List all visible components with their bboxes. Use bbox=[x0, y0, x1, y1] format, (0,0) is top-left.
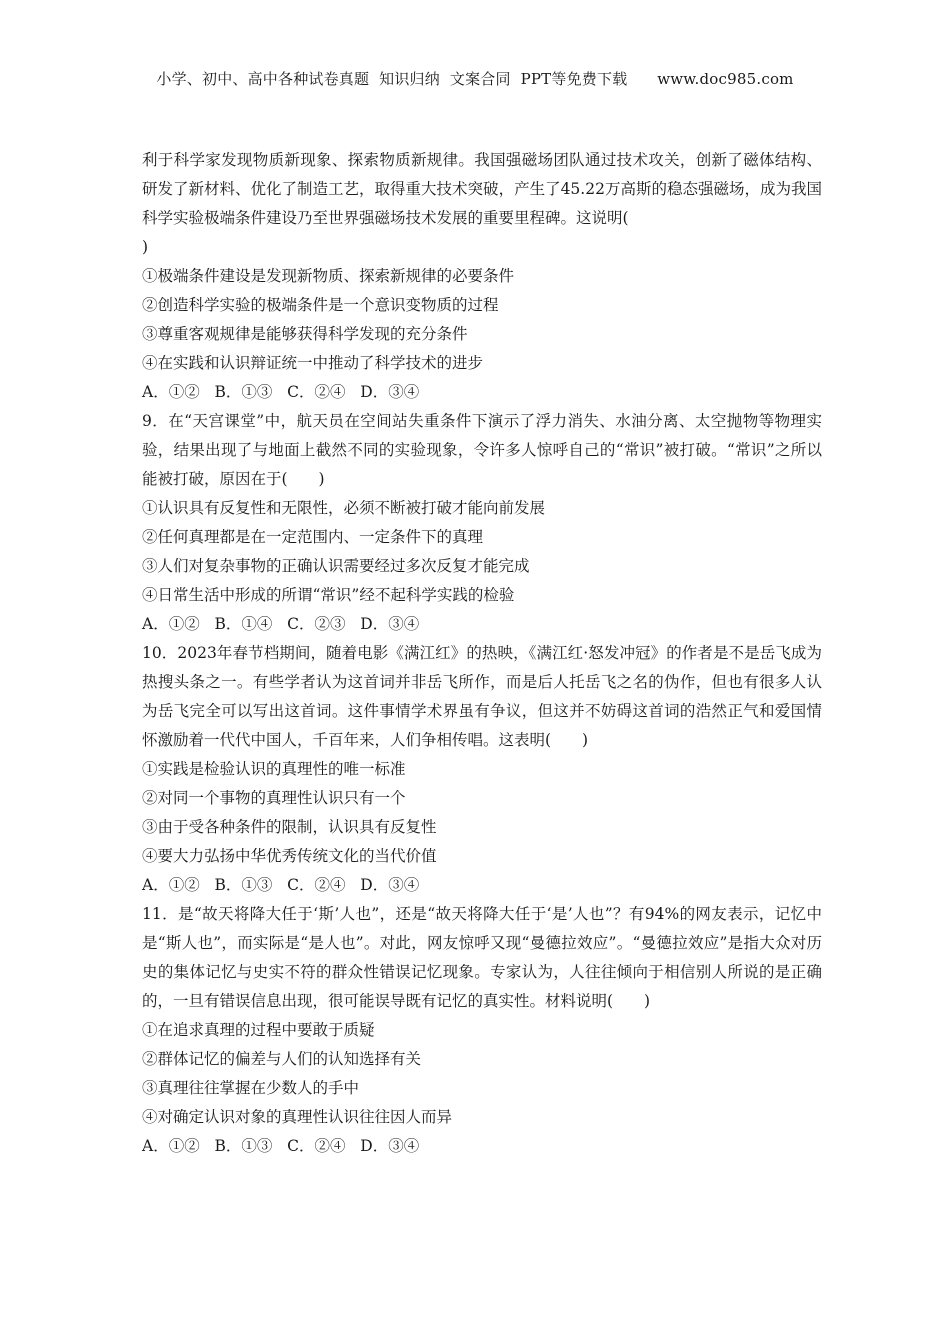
page-header-banner: 小学、初中、高中各种试卷真题 知识归纳 文案合同 PPT等免费下载 www.doc985.com bbox=[156, 70, 794, 88]
question-8-item-4: ④在实践和认识辩证统一中推动了科学技术的进步 bbox=[142, 354, 484, 372]
question-11 bbox=[142, 900, 822, 1161]
question-9-item-2: ②任何真理都是在一定范围内、一定条件下的真理 bbox=[142, 528, 484, 546]
question-8 bbox=[142, 146, 822, 407]
question-11-item-1: ①在追求真理的过程中要敢于质疑 bbox=[142, 1021, 375, 1039]
question-8-item-1: ①极端条件建设是发现新物质、探索新规律的必要条件 bbox=[142, 267, 515, 285]
question-11-options: A．①② B．①③ C．②④ D．③④ bbox=[142, 1137, 420, 1155]
question-8-item-3: ③尊重客观规律是能够获得科学发现的充分条件 bbox=[142, 325, 468, 343]
question-10-options: A．①② B．①③ C．②④ D．③④ bbox=[142, 876, 420, 894]
question-10-item-1: ①实践是检验认识的真理性的唯一标准 bbox=[142, 760, 406, 778]
exam-content bbox=[142, 146, 822, 1161]
question-9-item-1: ①认识具有反复性和无限性，必须不断被打破才能向前发展 bbox=[142, 499, 546, 517]
question-8-item-2: ②创造科学实验的极端条件是一个意识变物质的过程 bbox=[142, 296, 499, 314]
question-11-item-2: ②群体记忆的偏差与人们的认知选择有关 bbox=[142, 1050, 422, 1068]
question-10 bbox=[142, 639, 822, 900]
question-8-options: A．①② B．①③ C．②④ D．③④ bbox=[142, 383, 420, 401]
question-8-stem: 利于科学家发现物质新现象、探索物质新规律。我国强磁场团队通过技术攻关，创新了磁体结构、研发了新材料、优化了制造工艺，取得重大技术突破，产生了45.22万高斯的稳态强磁场，成为我国科学实验极端条件建设乃至世界强磁场技术发展的重要里程碑。这说明( bbox=[142, 151, 822, 227]
question-9-options: A．①② B．①④ C．②③ D．③④ bbox=[142, 615, 420, 633]
question-10-item-4: ④要大力弘扬中华优秀传统文化的当代价值 bbox=[142, 847, 437, 865]
question-10-stem: 10．2023年春节档期间，随着电影《满江红》的热映，《满江红·怒发冲冠》的作者是不是岳飞成为热搜头条之一。有些学者认为这首词并非岳飞所作，而是后人托岳飞之名的伪作，但也有很多人认为岳飞完全可以写出这首词。这件事情学术界虽有争议，但这并不妨碍这首词的浩然正气和爱国情怀激励着一代代中国人，千百年来，人们争相传唱。这表明( ) bbox=[142, 644, 822, 749]
question-9-item-3: ③人们对复杂事物的正确认识需要经过多次反复才能完成 bbox=[142, 557, 530, 575]
question-11-item-3: ③真理往往掌握在少数人的手中 bbox=[142, 1079, 360, 1097]
question-10-item-2: ②对同一个事物的真理性认识只有一个 bbox=[142, 789, 406, 807]
question-9 bbox=[142, 407, 822, 639]
question-8-stem-end: ) bbox=[142, 238, 149, 256]
question-10-item-3: ③由于受各种条件的限制，认识具有反复性 bbox=[142, 818, 437, 836]
question-9-stem: 9．在“天宫课堂”中，航天员在空间站失重条件下演示了浮力消失、水油分离、太空抛物等物理实验，结果出现了与地面上截然不同的实验现象，令许多人惊呼自己的“常识”被打破。“常识”之所以能被打破，原因在于( ) bbox=[142, 412, 822, 488]
question-11-stem: 11．是“故天将降大任于‘斯’人也”，还是“故天将降大任于‘是’人也”？有94%的网友表示，记忆中是“斯人也”，而实际是“是人也”。对此，网友惊呼又现“曼德拉效应”。“曼德拉效应”是指大众对历史的集体记忆与史实不符的群众性错误记忆现象。专家认为，人往往倾向于相信别人所说的是正确的，一旦有错误信息出现，很可能误导既有记忆的真实性。材料说明( ) bbox=[142, 905, 822, 1010]
question-11-item-4: ④对确定认识对象的真理性认识往往因人而异 bbox=[142, 1108, 453, 1126]
question-9-item-4: ④日常生活中形成的所谓“常识”经不起科学实践的检验 bbox=[142, 586, 515, 604]
